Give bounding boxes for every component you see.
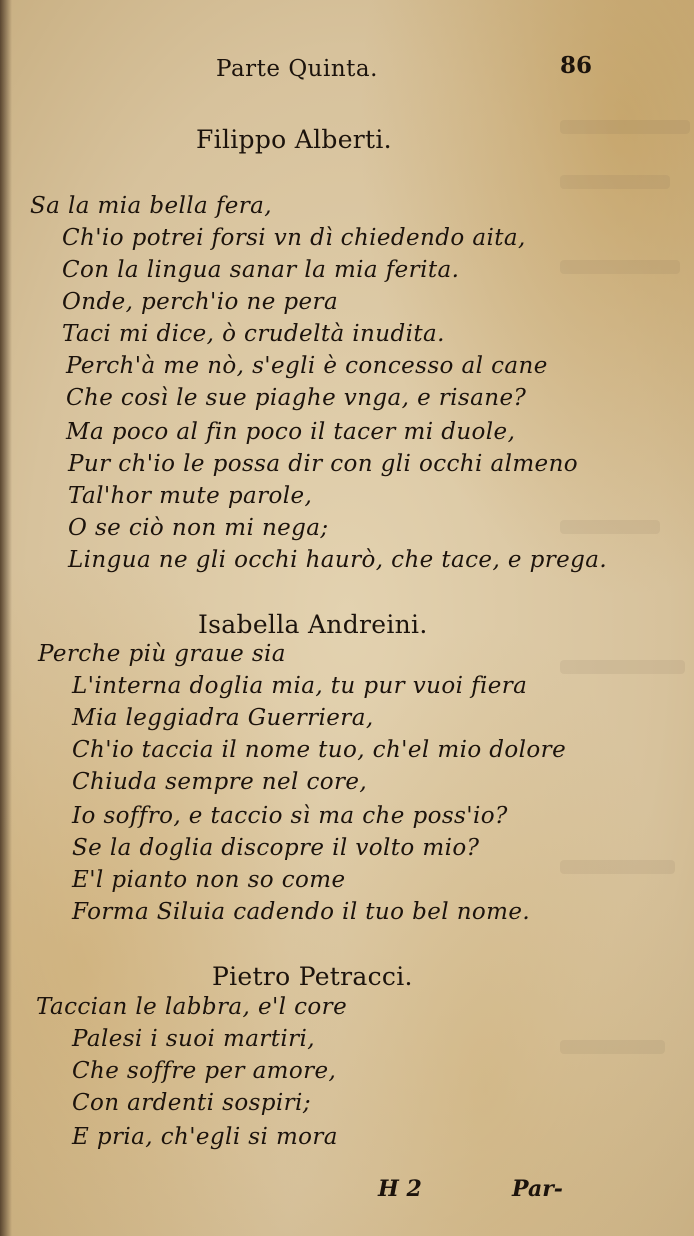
- poem-line: O se ciò non mi nega;: [68, 515, 329, 541]
- poem-line: Onde, perch'io ne pera: [62, 289, 339, 315]
- poem-line: Ma poco al fin poco il tacer mi duole,: [66, 419, 516, 445]
- poem-line: Taci mi dice, ò crudeltà inudita.: [62, 321, 445, 347]
- poem-line: Palesi i suoi martiri,: [72, 1026, 315, 1052]
- poem-line: Ch'io taccia il nome tuo, ch'el mio dolore: [72, 737, 567, 763]
- bleed-through-mark: [560, 860, 675, 874]
- poem-line: E pria, ch'egli si mora: [72, 1124, 338, 1150]
- poem-line: Ch'io potrei forsi vn dì chiedendo aita,: [62, 225, 526, 251]
- poem-line: Con la lingua sanar la mia ferita.: [62, 257, 460, 283]
- bleed-through-mark: [560, 260, 680, 274]
- poem-line: Taccian le labbra, e'l core: [36, 994, 348, 1020]
- poem-line: Con ardenti sospiri;: [72, 1090, 311, 1116]
- poem-line: Lingua ne gli occhi haurò, che tace, e prega.: [68, 547, 608, 573]
- poem-line: Mia leggiadra Guerriera,: [72, 705, 374, 731]
- bleed-through-mark: [560, 660, 685, 674]
- page-number: 86: [560, 52, 593, 79]
- bleed-through-mark: [560, 1040, 665, 1054]
- bleed-through-mark: [560, 120, 690, 134]
- poem-line: Che soffre per amore,: [72, 1058, 337, 1084]
- poem-author-heading: Filippo Alberti.: [196, 125, 392, 154]
- poem-author-heading: Isabella Andreini.: [198, 610, 428, 639]
- bleed-through-mark: [560, 520, 660, 534]
- poem-line: Pur ch'io le possa dir con gli occhi almeno: [68, 451, 579, 477]
- poem-line: E'l pianto non so come: [72, 867, 346, 893]
- poem-line: Tal'hor mute parole,: [68, 483, 313, 509]
- poem-author-heading: Pietro Petracci.: [212, 962, 413, 991]
- catchword: Par-: [512, 1176, 563, 1202]
- signature-mark: H 2: [378, 1176, 422, 1202]
- poem-line: Se la doglia discopre il volto mio?: [72, 835, 480, 861]
- bleed-through-mark: [560, 175, 670, 189]
- running-head-title: Parte Quinta.: [216, 56, 378, 82]
- poem-line: Sa la mia bella fera,: [30, 193, 272, 219]
- poem-line: Io soffro, e taccio sì ma che poss'io?: [72, 803, 508, 829]
- poem-line: L'interna doglia mia, tu pur vuoi fiera: [72, 673, 528, 699]
- poem-line: Chiuda sempre nel core,: [72, 769, 368, 795]
- poem-line: Forma Siluia cadendo il tuo bel nome.: [72, 899, 531, 925]
- poem-line: Perch'à me nò, s'egli è concesso al cane: [66, 353, 548, 379]
- poem-line: Perche più graue sia: [38, 641, 286, 667]
- poem-line: Che così le sue piaghe vnga, e risane?: [66, 385, 527, 411]
